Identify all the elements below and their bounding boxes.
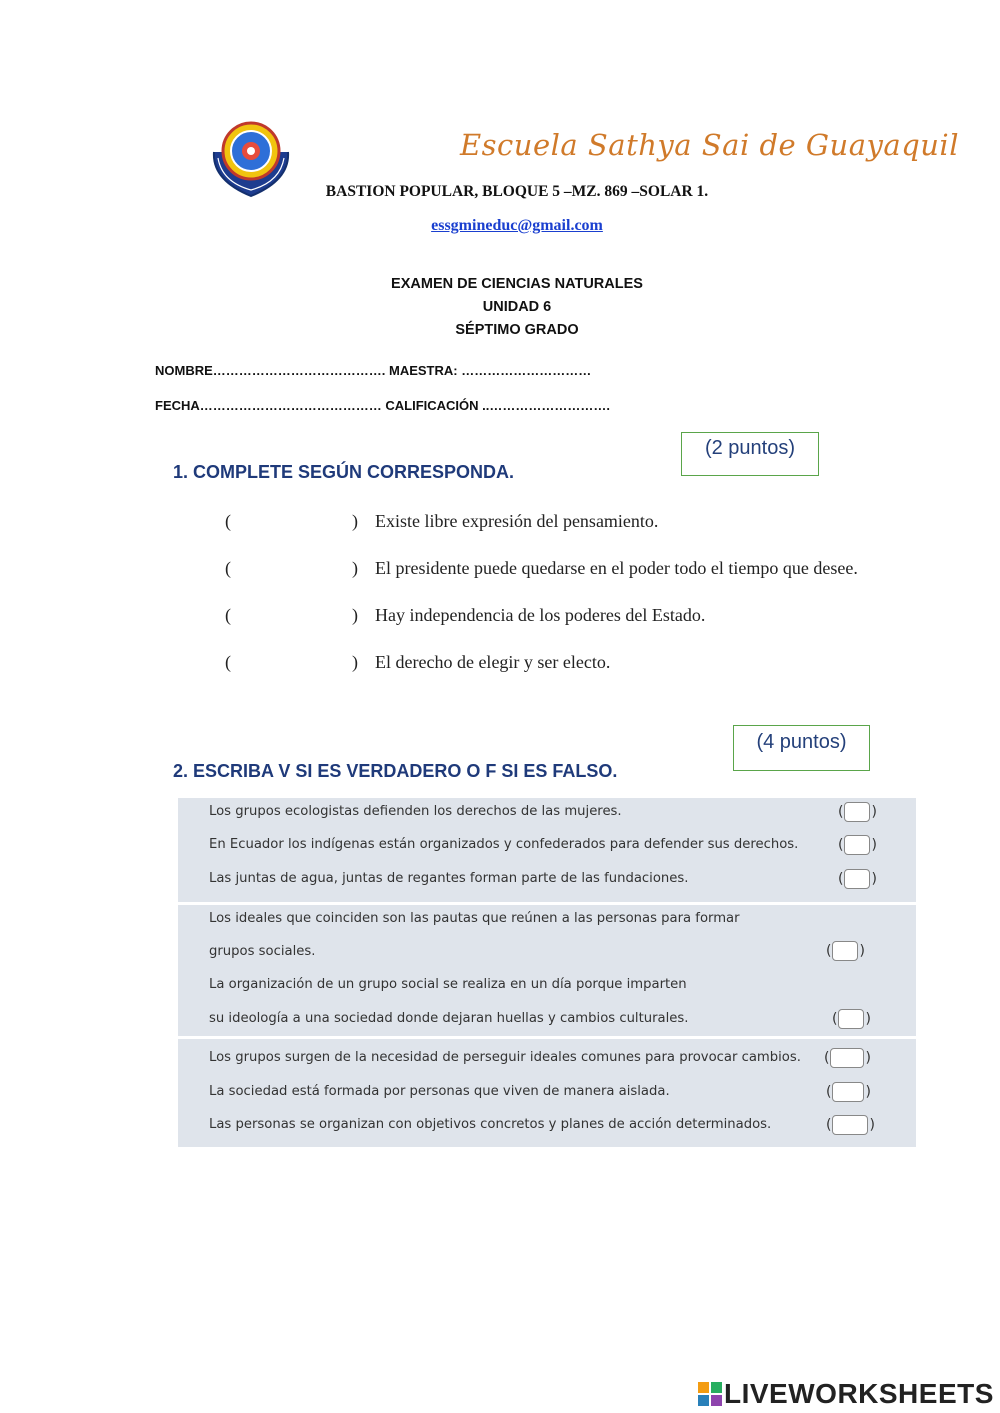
paren-close: ) xyxy=(352,605,358,625)
tf-answer-box[interactable] xyxy=(832,1082,864,1102)
tf-statement: Los grupos ecologistas defienden los derechos de las mujeres. xyxy=(209,804,622,819)
tf-statement: Las juntas de agua, juntas de regantes forman parte de las fundaciones. xyxy=(209,871,689,886)
tf-statement: La organización de un grupo social se realiza en un día porque imparten xyxy=(209,977,687,992)
paren-close: ) xyxy=(865,1084,871,1100)
section1-heading: 1. COMPLETE SEGÚN CORRESPONDA. xyxy=(173,462,515,482)
tf-answer xyxy=(826,1115,875,1135)
tf-statement: su ideología a una sociedad donde dejaran huellas y cambios culturales. xyxy=(209,1011,689,1026)
tf-answer xyxy=(838,802,877,822)
exam-grade: SÉPTIMO GRADO xyxy=(455,322,579,338)
school-address: BASTION POPULAR, BLOQUE 5 –MZ. 869 –SOLAR 1. xyxy=(325,183,709,200)
tf-panel-1 xyxy=(178,798,916,902)
liveworksheets-logo-icon xyxy=(698,1381,722,1405)
tf-statement: Las personas se organizan con objetivos concretos y planes de acción determinados. xyxy=(209,1117,772,1132)
section2-heading: 2. ESCRIBA V SI ES VERDADERO O F SI ES FALSO. xyxy=(173,761,618,781)
section2-points: (4 puntos) xyxy=(756,731,847,753)
section1-item-text: El derecho de elegir y ser electo. xyxy=(375,652,611,672)
section1-item-text: Hay independencia de los poderes del Estado. xyxy=(375,605,706,625)
section1-points: (2 puntos) xyxy=(704,437,796,459)
tf-answer xyxy=(838,869,877,889)
paren-close: ) xyxy=(865,1050,871,1066)
tf-statement: Los grupos surgen de la necesidad de perseguir ideales comunes para provocar cambios. xyxy=(209,1050,801,1065)
tf-answer-box[interactable] xyxy=(844,869,870,889)
section1-item-text: Existe libre expresión del pensamiento. xyxy=(375,511,659,531)
paren-close: ) xyxy=(352,652,358,672)
tf-panel-3 xyxy=(178,1039,916,1147)
exam-unit: UNIDAD 6 xyxy=(482,299,552,315)
name-teacher-field: NOMBRE…………………………………. MAESTRA: ………………………… xyxy=(155,363,592,378)
paren-open: ( xyxy=(824,1050,830,1066)
school-name: Escuela Sathya Sai de Guayaquil xyxy=(460,128,959,162)
tf-answer-box[interactable] xyxy=(844,835,870,855)
tf-answer-box[interactable] xyxy=(832,1115,868,1135)
paren-close: ) xyxy=(865,1011,871,1027)
section2-points-box xyxy=(733,725,870,771)
tf-answer-box[interactable] xyxy=(838,1009,864,1029)
section1-item-text: El presidente puede quedarse en el poder todo el tiempo que desee. xyxy=(375,558,858,578)
paren-open: ( xyxy=(225,511,231,531)
paren-open: ( xyxy=(225,558,231,578)
tf-answer xyxy=(832,1009,871,1029)
section1-points-box xyxy=(681,432,819,476)
paren-close: ) xyxy=(871,804,877,820)
paren-open: ( xyxy=(225,605,231,625)
paren-open: ( xyxy=(826,943,832,959)
liveworksheets-brand xyxy=(698,1378,994,1410)
paren-close: ) xyxy=(871,871,877,887)
tf-panel-2 xyxy=(178,905,916,1036)
tf-answer xyxy=(826,1082,871,1102)
tf-answer xyxy=(838,835,877,855)
paren-open: ( xyxy=(225,652,231,672)
brand-text: LIVEWORKSHEETS xyxy=(724,1378,994,1409)
tf-answer-box[interactable] xyxy=(832,941,858,961)
paren-open: ( xyxy=(838,804,844,820)
tf-answer-box[interactable] xyxy=(844,802,870,822)
paren-close: ) xyxy=(352,558,358,578)
school-email-link[interactable]: essgmineduc@gmail.com xyxy=(431,217,603,234)
exam-title: EXAMEN DE CIENCIAS NATURALES xyxy=(391,276,643,292)
paren-open: ( xyxy=(832,1011,838,1027)
tf-answer xyxy=(824,1048,871,1068)
paren-open: ( xyxy=(826,1117,832,1133)
paren-open: ( xyxy=(838,837,844,853)
tf-answer xyxy=(826,941,865,961)
tf-answer-box[interactable] xyxy=(830,1048,864,1068)
tf-statement: La sociedad está formada por personas que viven de manera aislada. xyxy=(209,1084,670,1099)
paren-open: ( xyxy=(838,871,844,887)
paren-open: ( xyxy=(826,1084,832,1100)
paren-close: ) xyxy=(869,1117,875,1133)
tf-statement: grupos sociales. xyxy=(209,944,316,959)
tf-statement: Los ideales que coinciden son las pautas que reúnen a las personas para formar xyxy=(209,911,740,926)
paren-close: ) xyxy=(871,837,877,853)
tf-statement: En Ecuador los indígenas están organizados y confederados para defender sus derechos. xyxy=(209,837,799,852)
paren-close: ) xyxy=(352,511,358,531)
date-grade-field: FECHA…………………………………… CALIFICACIÓN ..………………………. xyxy=(155,398,610,413)
paren-close: ) xyxy=(859,943,865,959)
